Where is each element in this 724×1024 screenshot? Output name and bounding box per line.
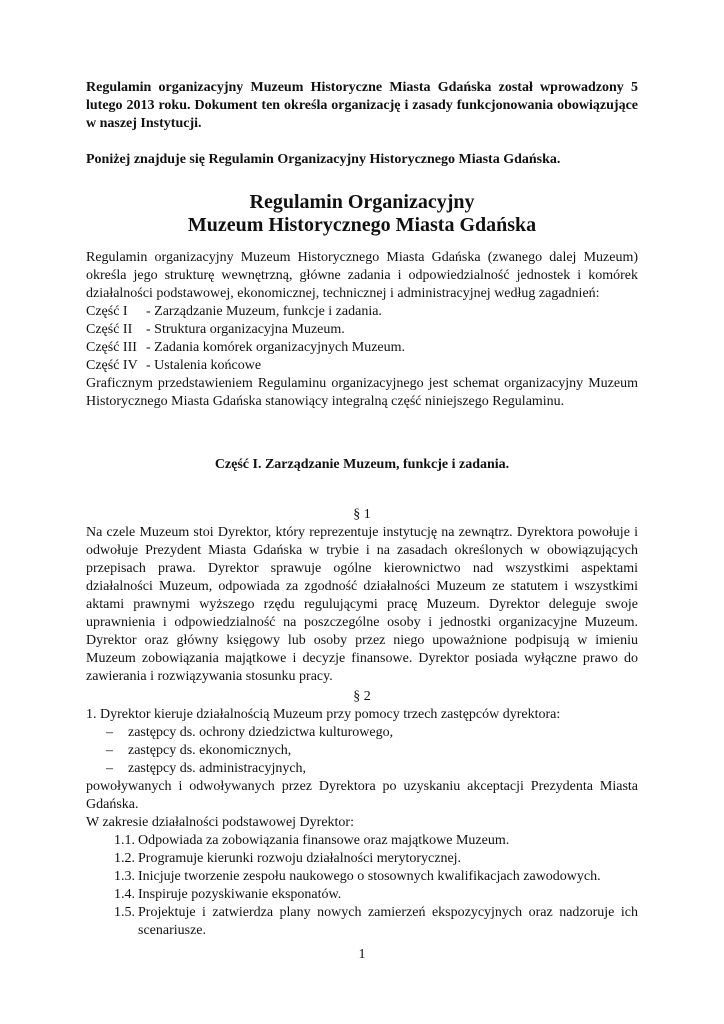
list-item-text: zastępcy ds. ochrony dziedzictwa kulturowego,: [128, 725, 394, 740]
title-line-2: Muzeum Historycznego Miasta Gdańska: [187, 214, 537, 236]
list-item: [86, 724, 638, 742]
preamble-text: Regulamin organizacyjny Muzeum Historycznego Miasta Gdańska (zwanego dalej Muzeum) określa jego strukturę wewnętrzną, główne zadania i odpowiedzialność jednostek i komórek działalności podstawowej, ekonomicznej, technicznej i administracyjnej według zagadnień:: [86, 250, 638, 301]
intro-paragraph: Regulamin organizacyjny Muzeum Historyczne Miasta Gdańska został wprowadzony 5 lutego 2013 roku. Dokument ten określa organizację i zasady funkcjonowania obowiązujące w naszej Instytucji.: [86, 80, 638, 131]
part-desc: - Zadania komórek organizacyjnych Muzeum.: [146, 340, 406, 355]
part-row: [86, 321, 638, 339]
list-item: [86, 742, 638, 760]
document-title: [86, 191, 638, 237]
part-label: Część I: [86, 304, 128, 319]
item-number: 1.4.: [114, 887, 135, 902]
part-desc: - Zarządzanie Muzeum, funkcje i zadania.: [146, 304, 382, 319]
deputies-list: [86, 724, 638, 778]
list-item: [86, 832, 638, 850]
part-desc: - Ustalenia końcowe: [146, 358, 262, 373]
intro-note: Poniżej znajduje się Regulamin Organizacyjny Historycznego Miasta Gdańska.: [86, 152, 561, 167]
section-2: [86, 688, 638, 940]
dash-bullet-icon: –: [106, 725, 113, 740]
section-symbol: § 1: [353, 507, 371, 522]
dash-bullet-icon: –: [106, 761, 113, 776]
list-item: [86, 886, 638, 904]
preamble-closing: Graficznym przedstawieniem Regulaminu organizacyjnego jest schemat organizacyjny Muzeum Historycznego Miasta Gdańska stanowiący integralną część niniejszego Regulaminu.: [86, 376, 638, 409]
section-2-lead: 1. Dyrektor kieruje działalnością Muzeum przy pomocy trzech zastępców dyrektora:: [86, 707, 561, 722]
list-item-text: zastępcy ds. administracyjnych,: [128, 761, 307, 776]
item-text: Programuje kierunki rozwoju działalności merytorycznej.: [138, 851, 462, 866]
section-symbol: § 2: [353, 689, 371, 704]
part-row: [86, 303, 638, 321]
section-1-text: Na czele Muzeum stoi Dyrektor, który reprezentuje instytucję na zewnątrz. Dyrektora powołuje i odwołuje Prezydent Miasta Gdańska w trybie i na zasadach określonych w obowiązujących przepisach prawa. Dyrektor sprawuje ogólne kierownictwo nad wszystkimi aspektami działalności Muzeum, odpowiada za zgodność działalności Muzeum ze statutem i wszystkimi aktami prawnymi wyższego rzędu regulującymi pracę Muzeum. Dyrektor deleguje swoje uprawnienia i odpowiedzialność na poszczególne osoby i jednostki organizacyjne Muzeum. Dyrektor oraz główny księgowy lub osoby przez niego upoważnione podpisują w imieniu Muzeum zobowiązania majątkowe i decyzje finansowe. Dyrektor posiada wyłączne prawo do zawierania i rozwiązywania stosunku pracy.: [86, 525, 638, 684]
list-item: [86, 850, 638, 868]
item-number: 1.2.: [114, 851, 135, 866]
part1-heading: Część I. Zarządzanie Muzeum, funkcje i zadania.: [214, 457, 510, 472]
dash-bullet-icon: –: [106, 743, 113, 758]
section-1: [86, 506, 638, 686]
list-item: [86, 760, 638, 778]
title-line-1: Regulamin Organizacyjny: [249, 191, 475, 213]
list-item-text: zastępcy ds. ekonomicznych,: [128, 743, 292, 758]
part-row: [86, 339, 638, 357]
part-label: Część III: [86, 340, 137, 355]
director-duties-list: [86, 832, 638, 940]
item-text: Odpowiada za zobowiązania finansowe oraz majątkowe Muzeum.: [138, 833, 510, 848]
section-2-scope-lead: W zakresie działalności podstawowej Dyrektor:: [86, 815, 354, 830]
item-text: Inicjuje tworzenie zespołu naukowego o stosownych kwalifikacjach zawodowych.: [138, 869, 601, 884]
part-row: [86, 357, 638, 375]
preamble: [86, 249, 638, 411]
page-number: 1: [358, 947, 366, 962]
part-label: Część II: [86, 322, 133, 337]
item-text: Projektuje i zatwierdza plany nowych zamierzeń ekspozycyjnych oraz nadzoruje ich scenariusze.: [138, 905, 638, 938]
item-number: 1.3.: [114, 869, 135, 884]
list-item: [86, 904, 638, 940]
item-text: Inspiruje pozyskiwanie eksponatów.: [138, 887, 342, 902]
section-2-appointment: powoływanych i odwoływanych przez Dyrektora po uzyskaniu akceptacji Prezydenta Miasta Gdańska.: [86, 779, 638, 812]
item-number: 1.5.: [114, 905, 135, 920]
item-number: 1.1.: [114, 833, 135, 848]
part-desc: - Struktura organizacyjna Muzeum.: [146, 322, 345, 337]
part-label: Część IV: [86, 358, 138, 373]
list-item: [86, 868, 638, 886]
